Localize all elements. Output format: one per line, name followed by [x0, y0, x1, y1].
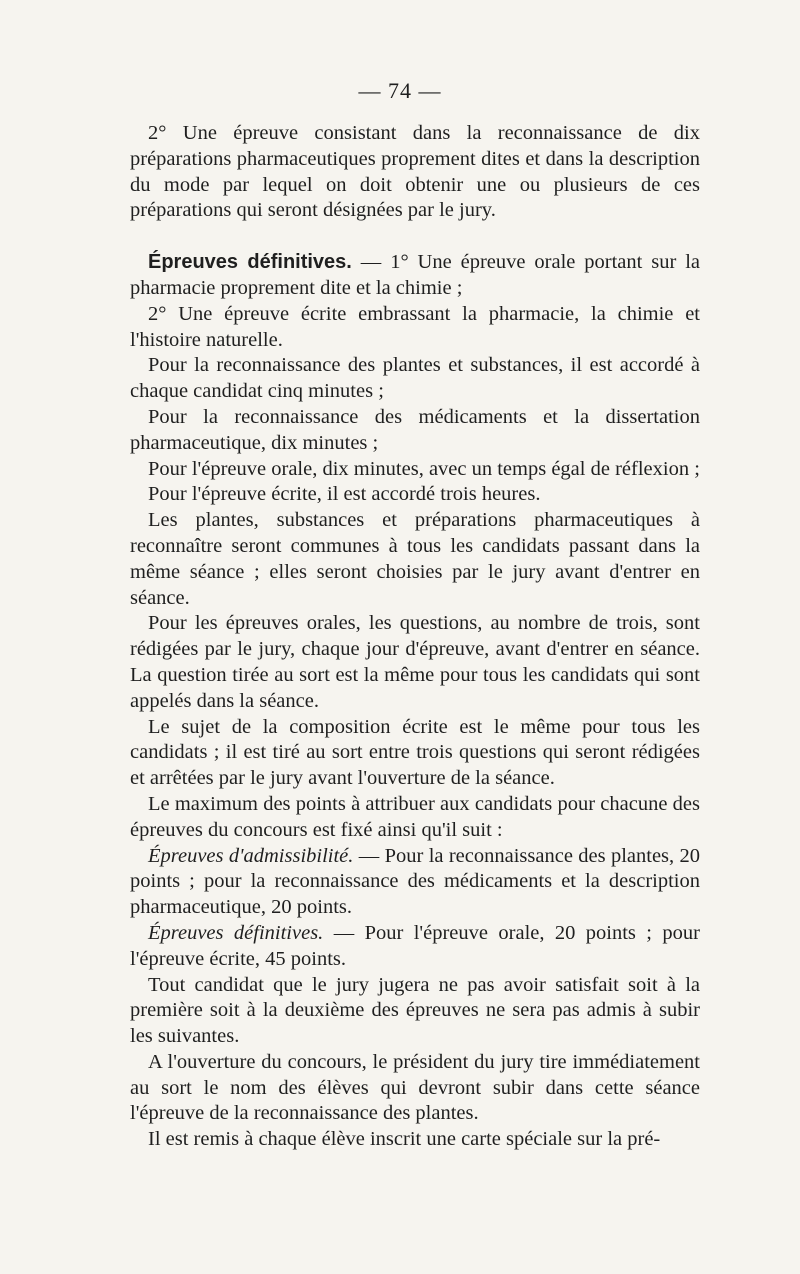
definitive-label: Épreuves définitives. [148, 921, 324, 944]
paragraph: Le maximum des points à attribuer aux candidats pour chacune des épreuves du concours est fixé ainsi qu'il suit : [130, 792, 700, 841]
paragraph: Tout candidat que le jury jugera ne pas avoir satisfait soit à la première soit à la deuxième des épreuves ne sera pas admis à subir les suivantes. [130, 973, 700, 1048]
page-number: — 74 — [358, 78, 442, 103]
definitive-text: — Pour l'épreuve orale, 20 points ; pour l'épreuve écrite, 45 points. [130, 921, 700, 970]
paragraph: Les plantes, substances et préparations pharmaceutiques à reconnaître seront communes à tous les candidats passant dans la même séance ; elles seront choisies par le jury avant d'entrer en séance. [130, 509, 700, 609]
paragraph: Pour l'épreuve écrite, il est accordé trois heures. [148, 483, 541, 506]
body-text [130, 121, 700, 1153]
paragraph: Pour les épreuves orales, les questions, au nombre de trois, sont rédigées par le jury, chaque jour d'épreuve, avant d'entrer en séance. La question tirée au sort est la même pour tous les candidats qui sont appelés dans la séance. [130, 612, 700, 712]
paragraph: Il est remis à chaque élève inscrit une carte spéciale sur la pré- [148, 1128, 661, 1151]
section-heading-text: — 1° Une épreuve orale portant sur la pharmacie proprement dite et la chimie ; [130, 251, 700, 299]
paragraph: Pour la reconnaissance des plantes et substances, il est accordé à chaque candidat cinq minutes ; [130, 354, 700, 403]
paragraph: Pour la reconnaissance des médicaments et la dissertation pharmaceutique, dix minutes ; [130, 405, 700, 454]
paragraph: 2° Une épreuve écrite embrassant la pharmacie, la chimie et l'histoire naturelle. [130, 302, 700, 351]
paragraph: Pour l'épreuve orale, dix minutes, avec un temps égal de réflexion ; [148, 457, 700, 480]
admissibility-text: — Pour la reconnaissance des plantes, 20 points ; pour la reconnaissance des médicaments et la description pharmaceutique, 20 points. [130, 844, 700, 919]
section-gap [130, 224, 700, 250]
admissibility-paragraph [130, 844, 700, 921]
section-heading: Épreuves définitives. [148, 251, 352, 274]
paragraph: A l'ouverture du concours, le président du jury tire immédiatement au sort le nom des élèves qui devront subir dans cette séance l'épreuve de la reconnaissance des plantes. [130, 1050, 700, 1125]
paragraph: 2° Une épreuve consistant dans la reconnaissance de dix préparations pharmaceutiques proprement dites et dans la description du mode par lequel on doit obtenir une ou plusieurs de ces préparations qui seront désignées par le jury. [130, 122, 700, 222]
section-paragraph [130, 250, 700, 302]
admissibility-label: Épreuves d'admissibilité. [148, 844, 354, 867]
definitive-paragraph [130, 921, 700, 973]
paragraph: Le sujet de la composition écrite est le même pour tous les candidats ; il est tiré au sort entre trois questions qui seront rédigées et arrêtées par le jury avant l'ouverture de la séance. [130, 715, 700, 790]
